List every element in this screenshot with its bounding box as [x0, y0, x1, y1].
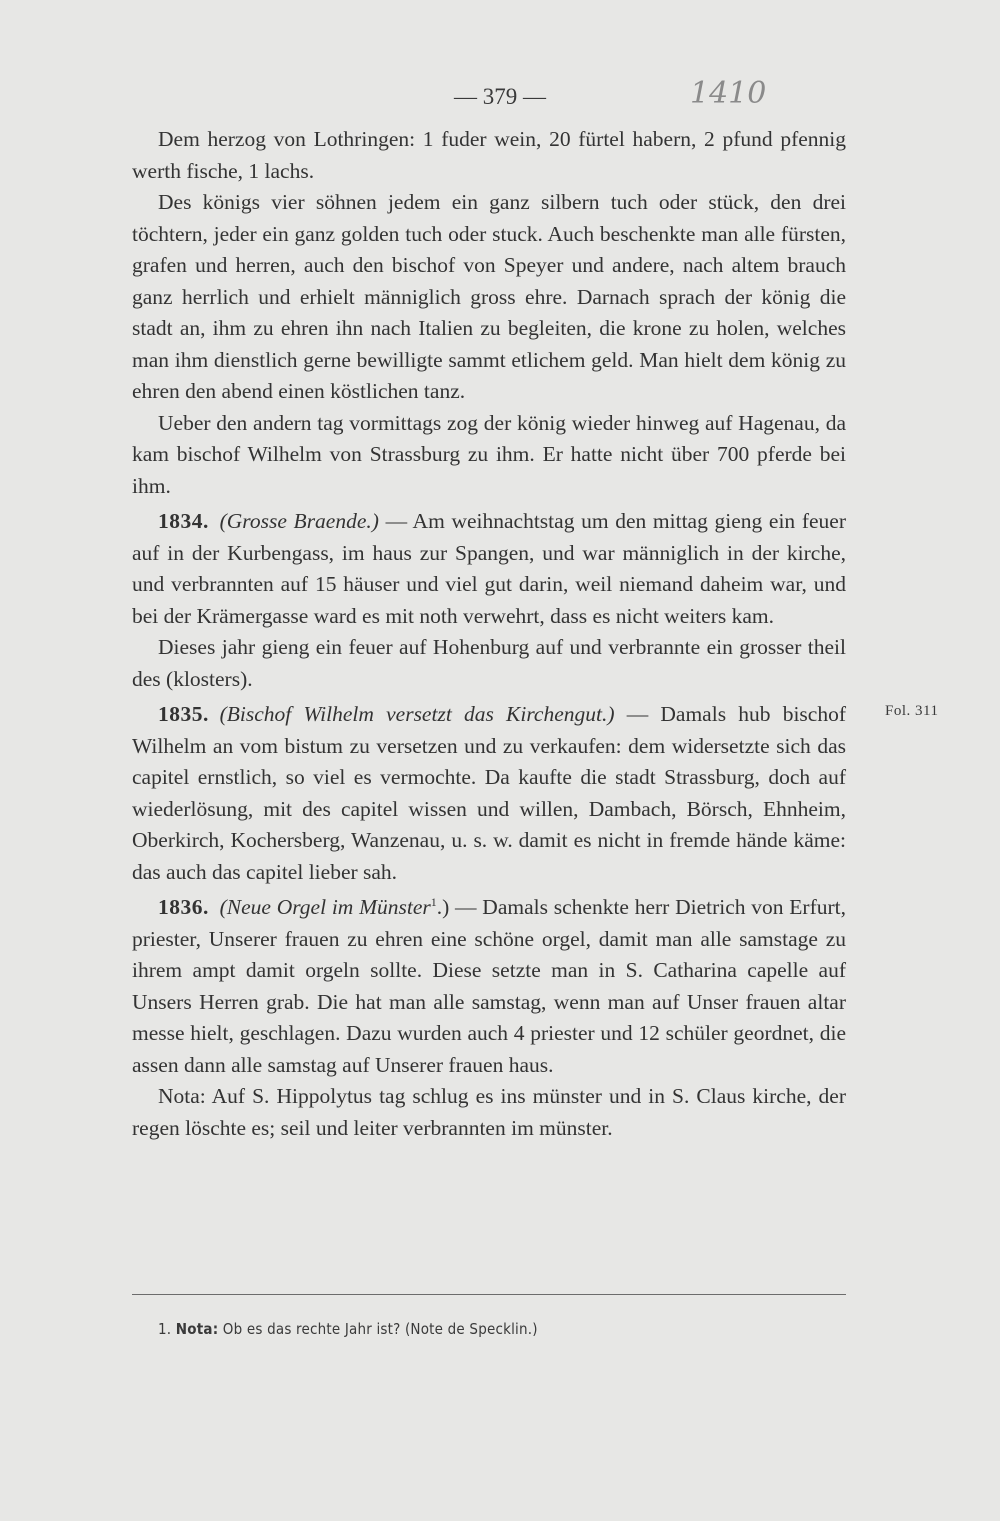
entry-1836 [132, 892, 846, 1081]
entry-title: (Grosse Braende.) [219, 509, 379, 533]
entry-year: 1834. [158, 509, 209, 533]
paragraph-nota: Nota: Auf S. Hippolytus tag schlug es ins münster und in S. Claus kirche, der regen löschte es; seil und leiter verbrannten im münster. [132, 1084, 846, 1140]
handwritten-folio-number: 1410 [690, 76, 767, 111]
page-number: — 379 — [454, 84, 546, 109]
paragraph-hohenburg: Dieses jahr gieng ein feuer auf Hohenburg auf und verbrannte ein grosser theil des (klosters). [132, 635, 846, 691]
footnote-label: Nota: [175, 1320, 219, 1338]
margin-note-folio: Fol. 311 [885, 703, 939, 719]
main-text [132, 124, 846, 1144]
paragraph-lothringen: Dem herzog von Lothringen: 1 fuder wein, 20 fürtel habern, 2 pfund pfennig werth fische, 1 lachs. [132, 127, 846, 183]
entry-text: — Am weihnachtstag um den mittag gieng ein feuer auf in der Kurbengass, im haus zur Spangen, und war männiglich in der kirche, und verbrannten auf 15 häuser und viel gut darin, weil niemand daheim war, und bei der Krämergasse ward es mit noth verwehrt, dass es nicht weiters kam. [132, 509, 846, 628]
paragraph-koenigs-soehne: Des königs vier söhnen jedem ein ganz silbern tuch oder stück, den drei töchtern, jeder ein ganz golden tuch oder stuck. Auch beschenkte man alle fürsten, grafen und herren, auch den bischof von Speyer und andere, nach altem brauch ganz herrlich und erhielt männiglich gross ehre. Darnach sprach der könig die stadt an, ihm zu ehren ihn nach Italien zu begleiten, die krone zu holen, welches man ihm dienstlich gerne bewilligte sammt etlichem geld. Man hielt dem könig zu ehren den abend einen köstlichen tanz. [132, 190, 846, 403]
footnote-number: 1. [158, 1320, 172, 1338]
entry-text: — Damals hub bischof Wilhelm an vom bistum zu versetzen und zu verkaufen: dem widersetzte sich das capitel ernstlich, so viel es vermochte. Da kaufte die stadt Strassburg, doch auf wiederlösung, mit des capitel wissen und willen, Dambach, Börsch, Ehnheim, Oberkirch, Kochersberg, Wanzenau, u. s. w. damit es nicht in fremde hände käme: das auch das capitel lieber sah. [132, 702, 846, 884]
paragraph-hagenau: Ueber den andern tag vormittags zog der könig wieder hinweg auf Hagenau, da kam bischof Wilhelm von Strassburg zu ihm. Er hatte nicht über 700 pferde bei ihm. [132, 410, 846, 498]
entry-title: (Bischof Wilhelm versetzt das Kirchengut.) [219, 702, 615, 726]
entry-title-end: .) [436, 895, 450, 919]
entry-1835 [132, 699, 846, 888]
entry-text: — Damals schenkte herr Dietrich von Erfurt, priester, Unserer frauen zu ehren eine schöne orgel, damit man alle samstage zu ihrem ampt damit orgeln sollte. Diese setzte man in S. Catharina capelle auf Unsers Herren grab. Die hat man alle samstag, wenn man auf Unser frauen altar messe hielt, geschlagen. Dazu wurden auch 4 priester und 12 schüler geordnet, die assen dann alle samstag auf Unserer frauen haus. [132, 895, 846, 1077]
entry-title: (Neue Orgel im Münster [219, 895, 431, 919]
entry-year: 1835. [158, 702, 209, 726]
footnote-divider [132, 1294, 846, 1295]
entry-year: 1836. [158, 895, 209, 919]
footnote-text: Ob es das rechte Jahr ist? (Note de Specklin.) [218, 1320, 538, 1338]
entry-1834 [132, 506, 846, 632]
footnote [158, 1320, 538, 1338]
footnote-reference: 1 [430, 894, 437, 909]
